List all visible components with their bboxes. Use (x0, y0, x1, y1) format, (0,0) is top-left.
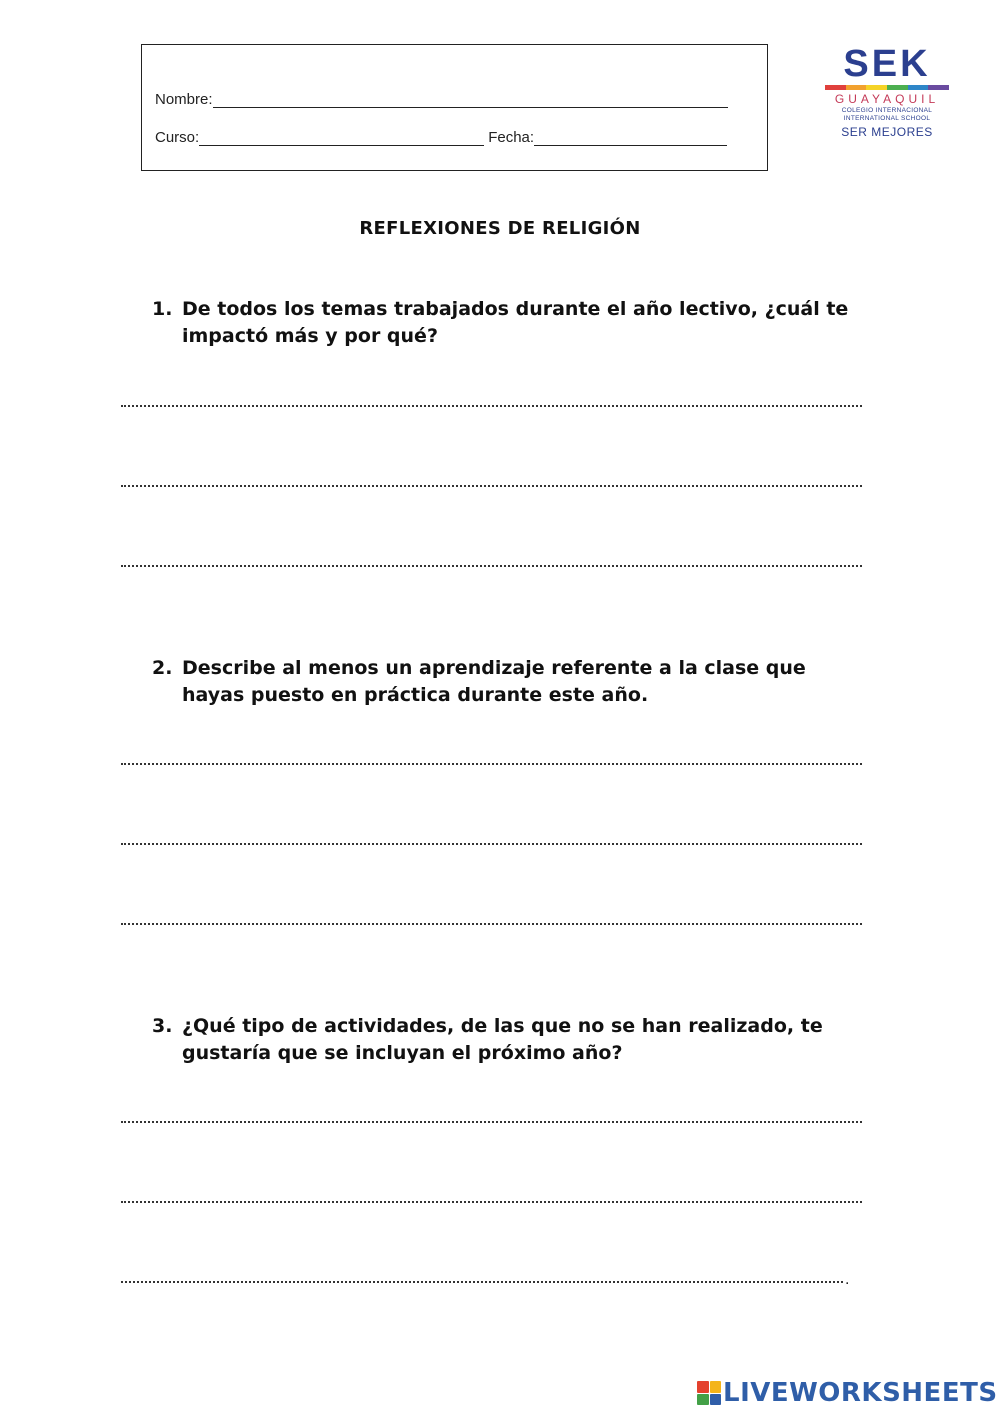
question-number: 2. (152, 657, 173, 679)
liveworksheets-watermark (697, 1377, 997, 1409)
student-info-box (141, 44, 768, 171)
answer-line-1-3[interactable] (121, 565, 862, 567)
answer-line-2-3[interactable] (121, 923, 862, 925)
curso-fecha-row (155, 129, 727, 146)
question-2 (152, 655, 872, 709)
question-text: De todos los temas trabajados durante el año lectivo, ¿cuál te impactó más y por qué? (182, 298, 849, 347)
answer-line-3-3[interactable] (121, 1281, 843, 1283)
fecha-label: Fecha: (488, 129, 535, 146)
logo-motto: SER MEJORES (841, 125, 933, 139)
nombre-label: Nombre: (155, 91, 213, 108)
logo-name: SEK (843, 43, 931, 85)
watermark-text: LIVEWORKSHEETS (723, 1378, 998, 1408)
answer-line-2-1[interactable] (121, 763, 862, 765)
nombre-row (155, 91, 728, 108)
liveworksheets-icon (697, 1381, 721, 1405)
trailing-period: . (845, 1271, 850, 1288)
nombre-field[interactable] (213, 92, 728, 108)
page-title: REFLEXIONES DE RELIGIÓN (359, 218, 641, 239)
logo-color-bar (825, 85, 949, 90)
question-number: 3. (152, 1015, 173, 1037)
school-logo (823, 44, 951, 144)
question-3 (152, 1013, 872, 1067)
fecha-field[interactable] (534, 130, 727, 146)
logo-line-2: INTERNATIONAL SCHOOL (843, 115, 931, 122)
curso-label: Curso: (155, 129, 200, 146)
question-text: Describe al menos un aprendizaje referente a la clase que hayas puesto en práctica durante este año. (182, 657, 806, 706)
answer-line-1-1[interactable] (121, 405, 862, 407)
question-text: ¿Qué tipo de actividades, de las que no se han realizado, te gustaría que se incluyan el próximo año? (182, 1015, 823, 1064)
logo-city: GUAYAQUIL (834, 92, 940, 106)
answer-line-3-1[interactable] (121, 1121, 862, 1123)
question-number: 1. (152, 298, 173, 320)
answer-line-2-2[interactable] (121, 843, 862, 845)
answer-line-1-2[interactable] (121, 485, 862, 487)
question-1 (152, 296, 872, 350)
logo-line-1: COLEGIO INTERNACIONAL (841, 107, 933, 114)
answer-line-3-2[interactable] (121, 1201, 862, 1203)
curso-field[interactable] (199, 130, 484, 146)
